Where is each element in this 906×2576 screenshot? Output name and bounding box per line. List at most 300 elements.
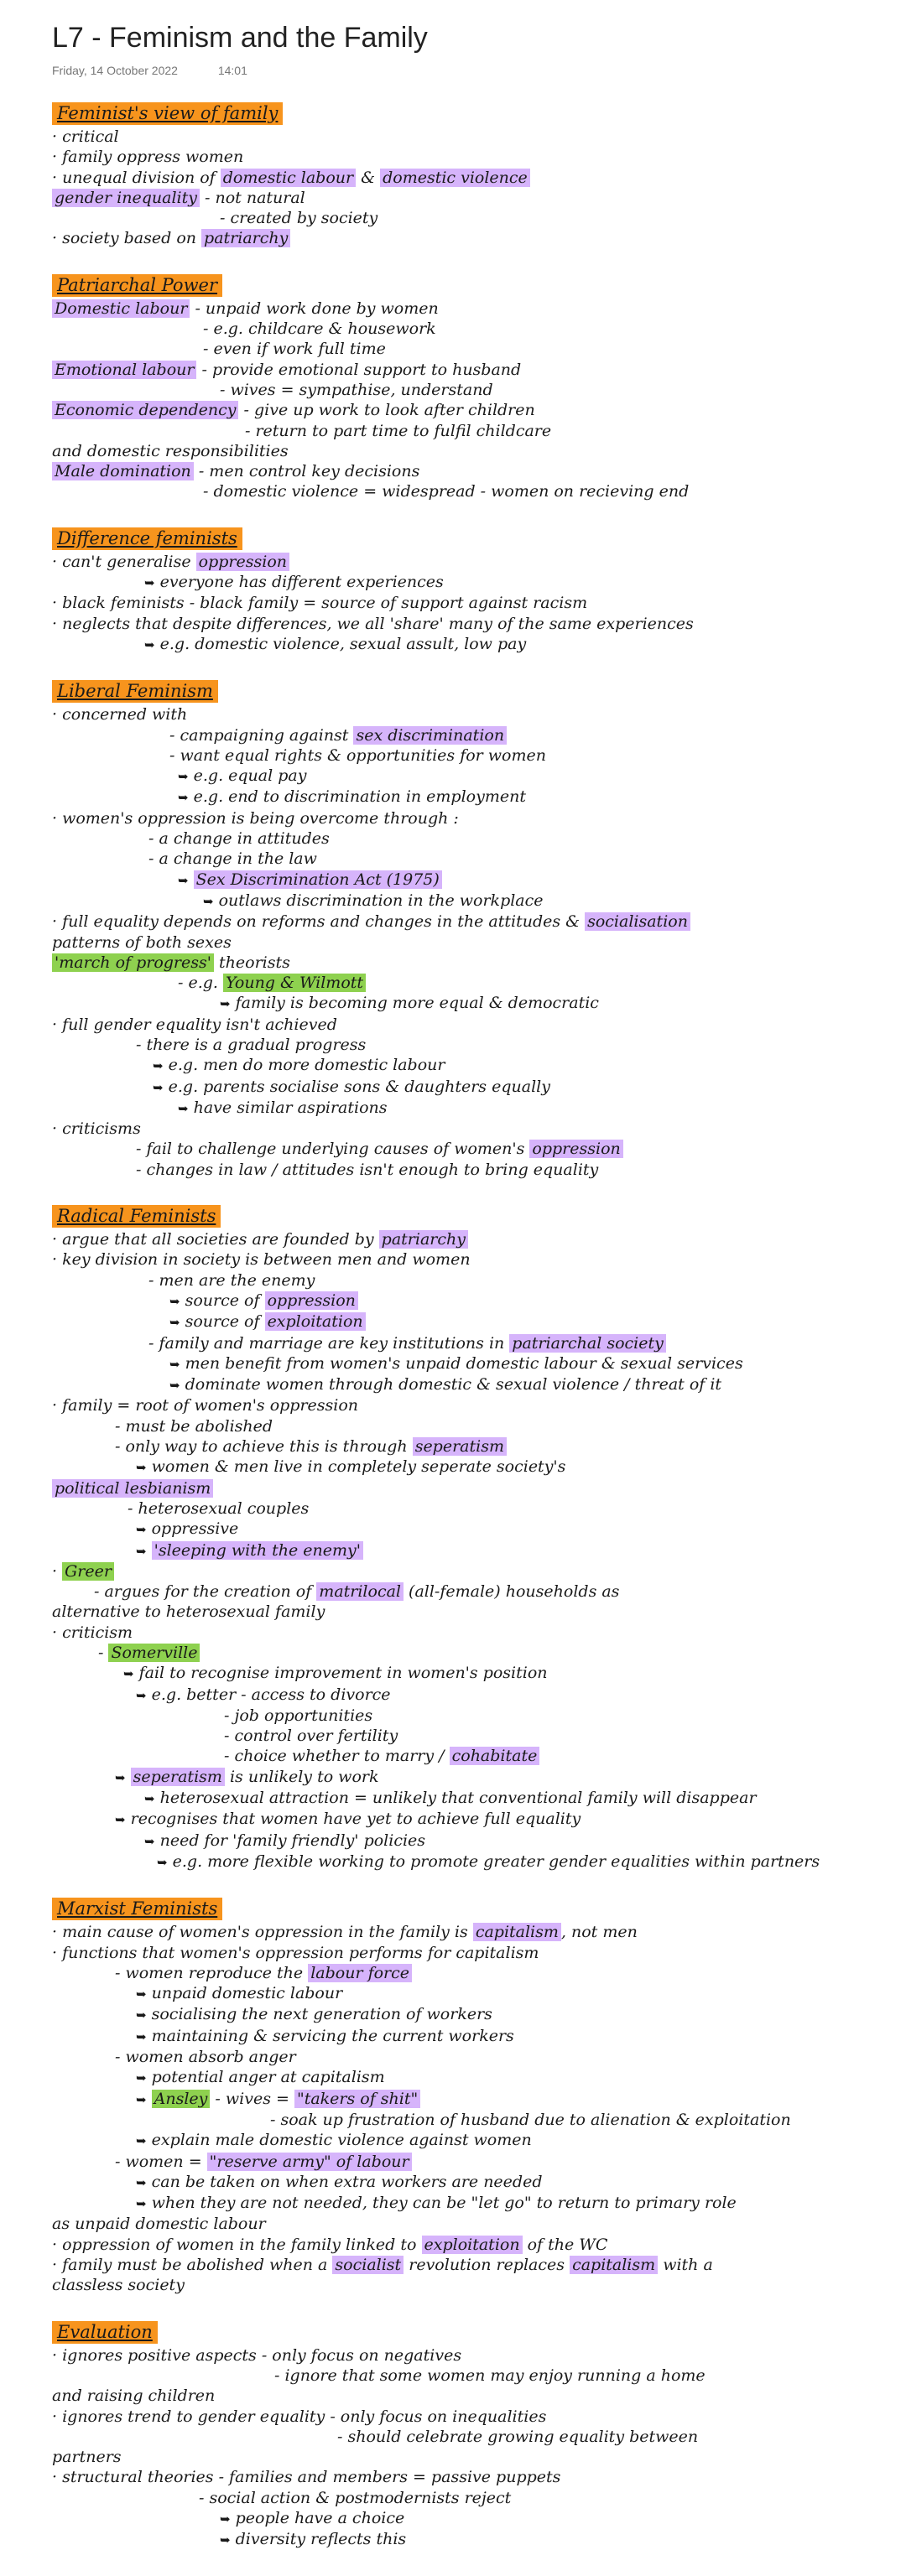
line-text: - provide emotional support to husband xyxy=(196,360,522,379)
arrow-icon: ➥ xyxy=(144,575,155,591)
arrow-icon: ➥ xyxy=(153,1079,164,1095)
note-line xyxy=(52,2026,906,2047)
note-line xyxy=(52,1035,906,1055)
highlighted-term: domestic labour xyxy=(221,169,356,187)
note-line xyxy=(52,1270,906,1291)
note-line xyxy=(52,1311,906,1332)
line-text: explain male domestic violence against women xyxy=(146,2131,532,2150)
note-line xyxy=(52,552,906,572)
line-text: - domestic violence = widespread - women on recieving end xyxy=(203,482,690,501)
line-text: men benefit from women's unpaid domestic labour & sexual services xyxy=(180,1353,743,1373)
line-text: - should celebrate growing equality between xyxy=(337,2427,699,2446)
note-line xyxy=(52,593,906,613)
line-text: · xyxy=(52,1561,63,1581)
note-section xyxy=(52,680,906,1180)
line-text: - control over fertility xyxy=(224,1727,398,1746)
line-text: patterns of both sexes xyxy=(52,932,232,952)
note-line xyxy=(52,1581,906,1602)
line-text: of the WC xyxy=(522,2235,608,2254)
line-text xyxy=(189,870,194,889)
page-date: Friday, 14 October 2022 xyxy=(52,64,178,77)
line-text: · family must be abolished when a xyxy=(52,2256,333,2275)
line-text: - soak up frustration of husband due to alienation & exploitation xyxy=(270,2110,791,2129)
note-line xyxy=(52,1561,906,1581)
line-text: - xyxy=(98,1644,109,1662)
note-line xyxy=(52,1767,906,1788)
line-text: and raising children xyxy=(52,2386,216,2406)
note-line xyxy=(52,1119,906,1139)
note-line xyxy=(52,380,906,400)
arrow-icon: ➥ xyxy=(220,2511,231,2527)
note-line xyxy=(52,1229,906,1249)
note-line xyxy=(52,2488,906,2508)
note-line xyxy=(52,2235,906,2255)
highlighted-term: seperatism xyxy=(131,1768,225,1786)
note-section xyxy=(52,274,906,502)
note-line xyxy=(52,953,906,973)
note-line xyxy=(52,1015,906,1035)
line-text: - only way to achieve this is through xyxy=(115,1437,413,1457)
highlighted-term: exploitation xyxy=(422,2236,523,2254)
note-line xyxy=(52,993,906,1014)
note-line xyxy=(52,2255,906,2275)
section-heading: Radical Feminists xyxy=(52,1205,221,1228)
note-line xyxy=(52,1963,906,1983)
note-line xyxy=(52,188,906,208)
line-text: · criticisms xyxy=(52,1119,141,1139)
highlighted-name: Somerville xyxy=(108,1644,200,1662)
line-text: · black feminists - black family = source of support against racism xyxy=(52,594,588,613)
note-line xyxy=(52,932,906,953)
note-section xyxy=(52,2321,906,2551)
arrow-icon: ➥ xyxy=(169,1356,180,1372)
line-text: people have a choice xyxy=(230,2508,405,2527)
arrow-icon: ➥ xyxy=(136,2133,147,2149)
highlighted-term: exploitation xyxy=(265,1312,366,1331)
note-line xyxy=(52,1746,906,1766)
highlighted-term: sex discrimination xyxy=(353,726,507,745)
note-line xyxy=(52,1457,906,1478)
line-text: e.g. end to discrimination in employment xyxy=(188,787,526,807)
arrow-icon: ➥ xyxy=(144,636,155,652)
note-line xyxy=(52,1602,906,1622)
line-text: and domestic responsibilities xyxy=(52,441,289,460)
line-text: everyone has different experiences xyxy=(154,573,444,592)
note-line xyxy=(52,481,906,501)
arrow-icon: ➥ xyxy=(169,1315,180,1331)
note-section xyxy=(52,1898,906,2295)
arrow-icon: ➥ xyxy=(136,1522,147,1538)
section-heading: Feminist's view of family xyxy=(52,102,283,125)
line-text: e.g. men do more domestic labour xyxy=(163,1056,445,1075)
note-line xyxy=(52,400,906,420)
note-line xyxy=(52,2529,906,2550)
note-line xyxy=(52,168,906,188)
line-text: - not natural xyxy=(199,188,305,207)
note-line xyxy=(52,1540,906,1561)
note-section xyxy=(52,1205,906,1872)
line-text: source of xyxy=(180,1312,265,1332)
highlighted-name: Greer xyxy=(62,1562,114,1581)
note-line xyxy=(52,319,906,339)
note-line xyxy=(52,339,906,359)
note-line xyxy=(52,1395,906,1415)
line-text: - men are the enemy xyxy=(148,1270,315,1290)
highlighted-term: Domestic labour xyxy=(52,299,190,318)
arrow-icon: ➥ xyxy=(157,1854,168,1870)
line-text: - unpaid work done by women xyxy=(190,299,439,318)
line-text: & xyxy=(356,168,381,187)
line-text: · full equality depends on reforms and changes in the attitudes & xyxy=(52,912,586,932)
arrow-icon: ➥ xyxy=(169,1378,180,1394)
arrow-icon: ➥ xyxy=(220,2532,231,2548)
note-line xyxy=(52,1643,906,1663)
line-text: revolution replaces xyxy=(404,2256,570,2275)
arrow-icon: ➥ xyxy=(136,2007,147,2023)
note-line xyxy=(52,1436,906,1457)
note-section xyxy=(52,102,906,249)
arrow-icon: ➥ xyxy=(136,2196,147,2212)
note-line xyxy=(52,1416,906,1436)
line-text: - a change in attitudes xyxy=(148,829,330,849)
note-line xyxy=(52,911,906,932)
note-line xyxy=(52,2152,906,2172)
line-text: heterosexual attraction = unlikely that conventional family will disappear xyxy=(154,1789,757,1808)
line-text: socialising the next generation of workers xyxy=(146,2005,492,2024)
note-line xyxy=(52,973,906,993)
line-text: · argue that all societies are founded by xyxy=(52,1230,379,1249)
line-text: - women absorb anger xyxy=(115,2048,296,2067)
note-line xyxy=(52,2193,906,2214)
line-text: · full gender equality isn't achieved xyxy=(52,1015,337,1034)
note-line xyxy=(52,208,906,228)
highlighted-name: 'march of progress' xyxy=(52,953,214,972)
line-text: · society based on xyxy=(52,229,202,248)
line-text: partners xyxy=(52,2448,122,2467)
line-text: · family = root of women's oppression xyxy=(52,1396,359,1415)
arrow-icon: ➥ xyxy=(136,1687,147,1703)
line-text: dominate women through domestic & sexual violence / threat of it xyxy=(180,1375,722,1394)
highlighted-term: capitalism xyxy=(570,2256,658,2274)
arrow-icon: ➥ xyxy=(115,1812,126,1828)
page-meta xyxy=(52,64,247,77)
line-text: theorists xyxy=(213,953,290,972)
line-text: unpaid domestic labour xyxy=(146,1984,343,2003)
arrow-icon: ➥ xyxy=(144,1833,155,1849)
note-line xyxy=(52,1055,906,1076)
line-text: - changes in law / attitudes isn't enough to bring equality xyxy=(136,1160,599,1179)
line-text: - job opportunities xyxy=(224,1706,373,1725)
section-heading: Difference feminists xyxy=(52,527,242,550)
note-line xyxy=(52,2275,906,2295)
arrow-icon: ➥ xyxy=(136,1543,147,1559)
note-line xyxy=(52,2467,906,2487)
line-text: can be taken on when extra workers are needed xyxy=(146,2172,543,2191)
line-text: - there is a gradual progress xyxy=(136,1035,367,1054)
note-line xyxy=(52,461,906,481)
note-line xyxy=(52,2004,906,2025)
section-heading: Patriarchal Power xyxy=(52,274,222,297)
arrow-icon: ➥ xyxy=(136,1987,147,2002)
line-text: - return to part time to fulfil childcare xyxy=(245,421,552,440)
line-text: · oppression of women in the family linked to xyxy=(52,2235,422,2254)
note-line xyxy=(52,2366,906,2386)
note-line xyxy=(52,2047,906,2067)
note-line xyxy=(52,808,906,828)
note-line xyxy=(52,1726,906,1746)
line-text: · key division in society is between men and women xyxy=(52,1250,471,1270)
arrow-icon: ➥ xyxy=(220,996,231,1012)
note-line xyxy=(52,2508,906,2529)
note-line xyxy=(52,1478,906,1498)
line-text: · neglects that despite differences, we all 'share' many of the same experiences xyxy=(52,614,694,633)
arrow-icon: ➥ xyxy=(203,893,214,909)
note-line xyxy=(52,421,906,441)
note-line xyxy=(52,891,906,911)
line-text: e.g. parents socialise sons & daughters equally xyxy=(163,1077,550,1096)
highlighted-term: Male domination xyxy=(52,462,194,480)
note-line xyxy=(52,725,906,745)
line-text xyxy=(147,1541,152,1560)
highlighted-name: Ansley xyxy=(152,2090,211,2108)
note-line xyxy=(52,1498,906,1519)
line-text: diversity reflects this xyxy=(230,2530,407,2549)
line-text: - e.g. xyxy=(178,974,223,993)
line-text: source of xyxy=(180,1291,265,1310)
note-section xyxy=(52,527,906,655)
line-text: with a xyxy=(658,2256,713,2275)
note-body[interactable] xyxy=(52,102,906,2576)
note-line xyxy=(52,1809,906,1830)
arrow-icon: ➥ xyxy=(136,2174,147,2190)
line-text: classless society xyxy=(52,2276,185,2295)
arrow-icon: ➥ xyxy=(178,790,189,806)
note-line xyxy=(52,299,906,319)
section-heading: Marxist Feminists xyxy=(52,1898,222,1920)
note-line xyxy=(52,1685,906,1706)
line-text: e.g. better - access to divorce xyxy=(146,1685,391,1704)
note-line xyxy=(52,1706,906,1726)
line-text: - choice whether to marry / xyxy=(224,1747,450,1766)
line-text: · ignores positive aspects - only focus on negatives xyxy=(52,2345,462,2365)
line-text: - heterosexual couples xyxy=(128,1498,310,1518)
highlighted-term: patriarchal society xyxy=(509,1334,666,1353)
highlighted-term: cohabitate xyxy=(450,1747,540,1765)
line-text xyxy=(147,2090,152,2108)
note-line xyxy=(52,228,906,248)
line-text: - men control key decisions xyxy=(193,462,420,481)
note-line xyxy=(52,1098,906,1119)
line-text: - created by society xyxy=(220,209,378,228)
line-text: · can't generalise xyxy=(52,552,196,571)
note-line xyxy=(52,1983,906,2004)
section-heading: Evaluation xyxy=(52,2321,158,2344)
line-text: - ignore that some women may enjoy running a home xyxy=(274,2366,706,2385)
line-text: , not men xyxy=(560,1923,638,1942)
note-line xyxy=(52,1519,906,1540)
highlighted-term: oppression xyxy=(196,553,289,571)
highlighted-term: Economic dependency xyxy=(52,401,238,419)
page-time: 14:01 xyxy=(217,64,247,77)
highlighted-term: 'sleeping with the enemy' xyxy=(152,1541,363,1560)
note-line xyxy=(52,1249,906,1270)
note-line xyxy=(52,2407,906,2427)
note-line xyxy=(52,1852,906,1872)
note-line xyxy=(52,127,906,147)
highlighted-term: patriarchy xyxy=(201,229,290,247)
line-text: · unequal division of xyxy=(52,168,221,187)
line-text: · women's oppression is being overcome through : xyxy=(52,808,459,828)
highlighted-name: Young & Wilmott xyxy=(223,974,366,992)
note-line xyxy=(52,572,906,593)
highlighted-term: "takers of shit" xyxy=(294,2090,420,2108)
line-text: oppressive xyxy=(146,1519,239,1539)
note-line xyxy=(52,787,906,808)
highlighted-term: Emotional labour xyxy=(52,361,196,379)
note-line xyxy=(52,1623,906,1643)
note-line xyxy=(52,634,906,655)
line-text: - wives = sympathise, understand xyxy=(220,380,493,399)
line-text: - e.g. childcare & housework xyxy=(203,319,436,339)
note-line xyxy=(52,2214,906,2234)
note-line xyxy=(52,2067,906,2088)
highlighted-term: domestic violence xyxy=(380,169,530,187)
note-line xyxy=(52,1291,906,1311)
line-text: - wives = xyxy=(210,2089,294,2108)
note-line xyxy=(52,2172,906,2193)
note-line xyxy=(52,849,906,869)
line-text xyxy=(126,1768,131,1786)
arrow-icon: ➥ xyxy=(123,1666,134,1682)
line-text: potential anger at capitalism xyxy=(146,2068,385,2087)
line-text: e.g. domestic violence, sexual assult, low pay xyxy=(154,634,527,653)
highlighted-term: Sex Discrimination Act (1975) xyxy=(194,870,442,889)
arrow-icon: ➥ xyxy=(144,1791,155,1807)
note-line xyxy=(52,2089,906,2110)
highlighted-term: labour force xyxy=(308,1964,412,1982)
note-line xyxy=(52,2130,906,2151)
arrow-icon: ➥ xyxy=(178,872,189,888)
line-text: recognises that women have yet to achieve full equality xyxy=(125,1810,581,1829)
highlighted-term: oppression xyxy=(265,1291,358,1310)
line-text: - argues for the creation of xyxy=(94,1582,317,1602)
line-text: - want equal rights & opportunities for women xyxy=(169,745,546,765)
line-text: · concerned with xyxy=(52,705,188,724)
line-text: · ignores trend to gender equality - only focus on inequalities xyxy=(52,2407,547,2426)
arrow-icon: ➥ xyxy=(169,1293,180,1309)
note-line xyxy=(52,1943,906,1963)
highlighted-term: socialist xyxy=(332,2256,404,2274)
note-line xyxy=(52,441,906,461)
highlighted-term: oppression xyxy=(529,1140,622,1158)
note-line xyxy=(52,1788,906,1809)
arrow-icon: ➥ xyxy=(136,2070,147,2086)
line-text: - fail to challenge underlying causes of women's xyxy=(136,1140,530,1159)
line-text: when they are not needed, they can be "let go" to return to primary role xyxy=(146,2194,737,2213)
note-line xyxy=(52,147,906,167)
highlighted-term: seperatism xyxy=(413,1437,507,1456)
highlighted-term: matrilocal xyxy=(316,1582,404,1601)
arrow-icon: ➥ xyxy=(178,769,189,785)
note-line xyxy=(52,1663,906,1684)
line-text: - give up work to look after children xyxy=(238,401,535,420)
line-text: · critical xyxy=(52,127,119,146)
line-text: have similar aspirations xyxy=(188,1098,388,1117)
arrow-icon: ➥ xyxy=(136,2091,147,2107)
note-line xyxy=(52,766,906,787)
page-title: L7 - Feminism and the Family xyxy=(52,22,428,54)
note-line xyxy=(52,2386,906,2406)
line-text: - a change in the law xyxy=(148,849,317,869)
note-line xyxy=(52,870,906,891)
note-line xyxy=(52,2345,906,2366)
line-text: alternative to heterosexual family xyxy=(52,1602,325,1622)
highlighted-term: "reserve army" of labour xyxy=(207,2153,412,2171)
line-text: · structural theories - families and members = passive puppets xyxy=(52,2468,561,2487)
highlighted-term: patriarchy xyxy=(379,1230,468,1249)
line-text: is unlikely to work xyxy=(224,1767,379,1786)
highlighted-term: socialisation xyxy=(585,912,690,931)
highlighted-term: capitalism xyxy=(473,1923,561,1941)
line-text: - family and marriage are key institutions in xyxy=(148,1333,510,1353)
note-line xyxy=(52,2447,906,2467)
note-line xyxy=(52,614,906,634)
note-line xyxy=(52,1139,906,1159)
line-text: fail to recognise improvement in women's position xyxy=(133,1664,548,1683)
note-line xyxy=(52,1333,906,1353)
line-text: - social action & postmodernists reject xyxy=(199,2488,512,2507)
line-text: - must be abolished xyxy=(115,1416,273,1436)
line-text: - campaigning against xyxy=(169,725,354,745)
line-text: · family oppress women xyxy=(52,148,244,167)
line-text: - even if work full time xyxy=(203,340,386,359)
line-text: as unpaid domestic labour xyxy=(52,2215,266,2234)
line-text: · functions that women's oppression performs for capitalism xyxy=(52,1943,539,1962)
section-heading: Liberal Feminism xyxy=(52,680,218,703)
note-line xyxy=(52,1160,906,1180)
line-text: - women reproduce the xyxy=(115,1963,309,1982)
highlighted-term: gender inequality xyxy=(52,189,200,207)
highlighted-term: political lesbianism xyxy=(52,1479,213,1498)
line-text: family is becoming more equal & democratic xyxy=(230,994,599,1013)
arrow-icon: ➥ xyxy=(136,2028,147,2044)
line-text: e.g. equal pay xyxy=(188,766,307,786)
note-line xyxy=(52,2110,906,2130)
note-line xyxy=(52,1353,906,1374)
line-text: women & men live in completely seperate society's xyxy=(146,1457,566,1477)
note-line xyxy=(52,1374,906,1395)
note-line xyxy=(52,1922,906,1942)
line-text: need for 'family friendly' policies xyxy=(154,1831,426,1850)
line-text: maintaining & servicing the current workers xyxy=(146,2026,514,2045)
note-line xyxy=(52,828,906,849)
note-line xyxy=(52,360,906,380)
line-text: (all-female) households as xyxy=(404,1582,620,1602)
line-text: · criticism xyxy=(52,1623,133,1642)
arrow-icon: ➥ xyxy=(178,1100,189,1116)
arrow-icon: ➥ xyxy=(115,1769,126,1785)
note-line xyxy=(52,745,906,766)
arrow-icon: ➥ xyxy=(153,1058,164,1074)
note-line xyxy=(52,1831,906,1852)
line-text: outlaws discrimination in the workplace xyxy=(213,891,544,910)
line-text: e.g. more flexible working to promote greater gender equalities within partners xyxy=(167,1852,820,1871)
note-line xyxy=(52,704,906,724)
line-text: · main cause of women's oppression in the family is xyxy=(52,1923,473,1942)
arrow-icon: ➥ xyxy=(136,1460,147,1476)
note-line xyxy=(52,1077,906,1098)
line-text: - women = xyxy=(115,2152,207,2171)
